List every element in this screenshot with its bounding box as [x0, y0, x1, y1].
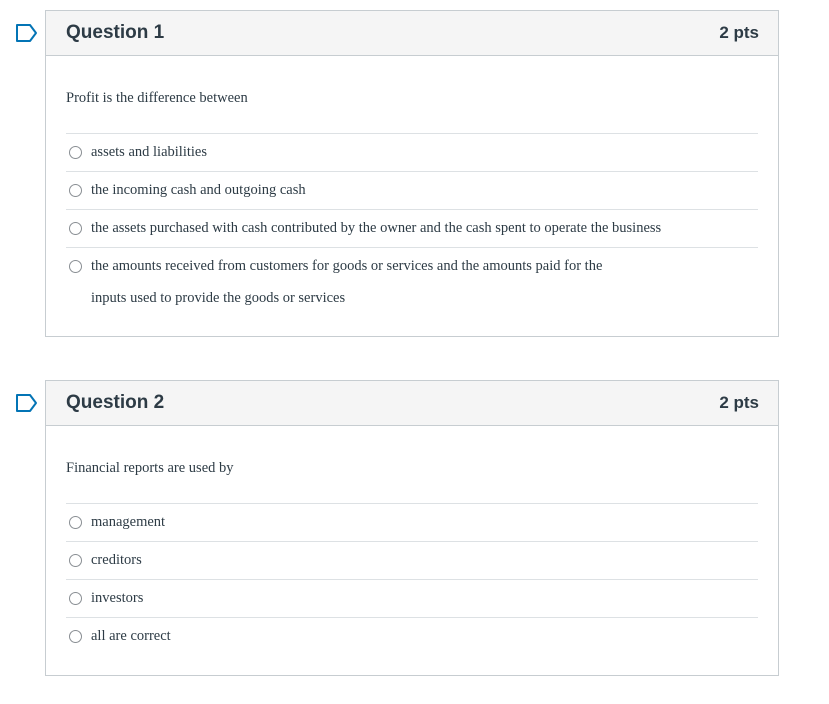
- question-title: Question 1: [66, 22, 165, 43]
- question-text: Profit is the difference between: [66, 56, 758, 134]
- radio-button[interactable]: [69, 222, 82, 235]
- answer-option[interactable]: [66, 172, 758, 210]
- answer-option[interactable]: [66, 248, 606, 318]
- answer-option[interactable]: [66, 580, 758, 618]
- answer-label[interactable]: the assets purchased with cash contributed by the owner and the cash spent to operate the business: [91, 220, 662, 236]
- question-2-card: [45, 380, 779, 676]
- flag-question-2-icon[interactable]: [15, 393, 39, 413]
- question-2-header: [46, 381, 778, 426]
- radio-button[interactable]: [69, 146, 82, 159]
- question-points: 2 pts: [719, 393, 759, 412]
- answer-option[interactable]: [66, 542, 758, 580]
- question-points: 2 pts: [719, 23, 759, 42]
- flag-question-1-icon[interactable]: [15, 23, 39, 43]
- radio-button[interactable]: [69, 260, 82, 273]
- radio-button[interactable]: [69, 630, 82, 643]
- radio-button[interactable]: [69, 184, 82, 197]
- radio-button[interactable]: [69, 592, 82, 605]
- question-1-body: [46, 56, 778, 318]
- question-1-header: [46, 11, 778, 56]
- answer-label[interactable]: the incoming cash and outgoing cash: [91, 182, 306, 198]
- question-title: Question 2: [66, 392, 165, 413]
- question-1-card: [45, 10, 779, 337]
- radio-button[interactable]: [69, 554, 82, 567]
- answer-label[interactable]: the amounts received from customers for goods or services and the amounts paid for the inputs used to provide the goods or services: [91, 258, 603, 306]
- answer-option[interactable]: [66, 134, 758, 172]
- answer-option[interactable]: [66, 210, 758, 248]
- question-text: Financial reports are used by: [66, 426, 758, 504]
- question-2-body: [46, 426, 778, 655]
- answer-option[interactable]: [66, 618, 758, 655]
- answer-label[interactable]: all are correct: [91, 628, 171, 644]
- radio-button[interactable]: [69, 516, 82, 529]
- answer-label[interactable]: management: [91, 514, 166, 530]
- answer-option[interactable]: [66, 504, 758, 542]
- answer-label[interactable]: creditors: [91, 552, 142, 568]
- answer-label[interactable]: investors: [91, 590, 144, 606]
- answer-label[interactable]: assets and liabilities: [91, 144, 207, 160]
